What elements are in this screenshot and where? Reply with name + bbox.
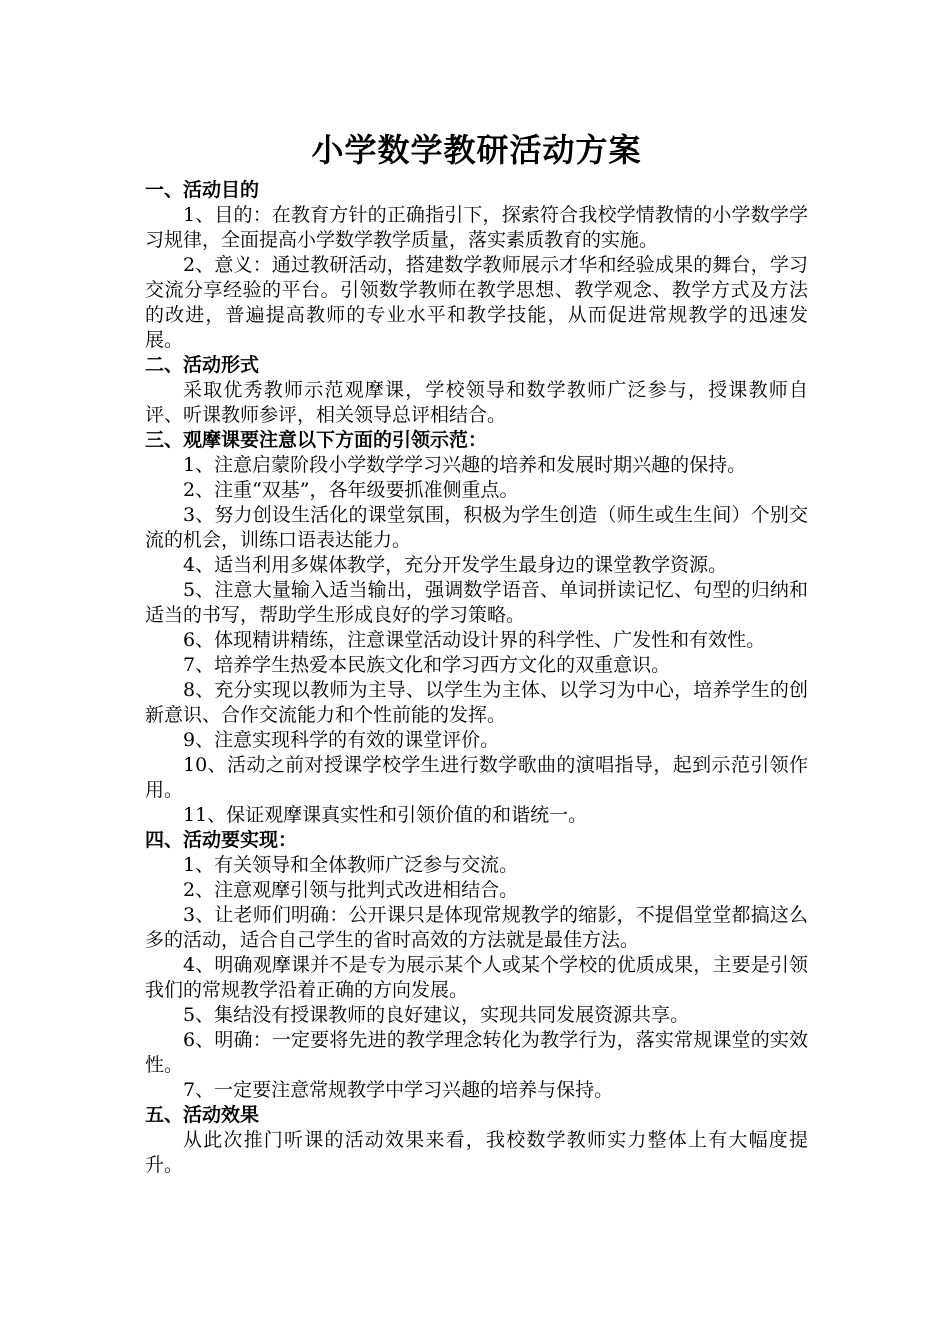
paragraph: 1、注意启蒙阶段小学数学学习兴趣的培养和发展时期兴趣的保持。	[183, 454, 747, 476]
paragraph: 从此次推门听课的活动效果来看，我校数学教师实力整体上有大幅度提升。	[145, 1129, 808, 1176]
section-heading: 四、活动要实现：	[145, 829, 298, 851]
paragraph: 9、注意实现科学的有效的课堂评价。	[183, 729, 500, 751]
paragraph: 采取优秀教师示范观摩课，学校领导和数学教师广泛参与，授课教师自评、听课教师参评，相关领导总评相结合。	[145, 379, 808, 426]
paragraph: 1、目的：在教育方针的正确指引下，探索符合我校学情教情的小学数学学习规律，全面提高小学数学教学质量，落实素质教育的实施。	[145, 204, 808, 251]
paragraph: 2、注重“双基”，各年级要抓准侧重点。	[183, 479, 519, 501]
paragraph: 7、培养学生热爱本民族文化和学习西方文化的双重意识。	[183, 654, 671, 676]
paragraph: 6、体现精讲精练，注意课堂活动设计界的科学性、广发性和有效性。	[183, 629, 766, 651]
paragraph: 4、适当利用多媒体教学，充分开发学生最身边的课堂教学资源。	[183, 554, 728, 576]
section-heading: 一、活动目的	[145, 179, 260, 201]
section-heading: 五、活动效果	[145, 1104, 260, 1126]
document-title: 小学数学教研活动方案	[311, 131, 642, 169]
paragraph: 1、有关领导和全体教师广泛参与交流。	[183, 854, 519, 876]
paragraph: 6、明确：一定要将先进的教学理念转化为教学行为，落实常规课堂的实效性。	[145, 1029, 808, 1076]
section-heading: 二、活动形式	[145, 354, 260, 376]
document-page	[145, 128, 808, 1178]
document-body	[145, 178, 808, 1178]
paragraph: 8、充分实现以教师为主导、以学生为主体、以学习为中心，培养学生的创新意识、合作交流能力和个性前能的发挥。	[145, 679, 808, 726]
paragraph: 10、活动之前对授课学校学生进行数学歌曲的演唱指导，起到示范引领作用。	[145, 754, 808, 801]
paragraph: 11、保证观摩课真实性和引领价值的和谐统一。	[183, 804, 588, 826]
paragraph: 3、让老师们明确：公开课只是体现常规教学的缩影，不提倡堂堂都搞这么多的活动，适合自己学生的省时高效的方法就是最佳方法。	[145, 904, 808, 951]
section-heading: 三、观摩课要注意以下方面的引领示范：	[145, 429, 488, 451]
paragraph: 7、一定要注意常规教学中学习兴趣的培养与保持。	[183, 1079, 614, 1101]
paragraph: 3、努力创设生活化的课堂氛围，积极为学生创造（师生或生生间）个别交流的机会，训练口语表达能力。	[145, 504, 808, 551]
paragraph: 5、集结没有授课教师的良好建议，实现共同发展资源共享。	[183, 1004, 690, 1026]
paragraph: 2、注意观摩引领与批判式改进相结合。	[183, 879, 519, 901]
paragraph: 2、意义：通过教研活动，搭建数学教师展示才华和经验成果的舞台，学习交流分享经验的平台。引领数学教师在教学思想、教学观念、教学方式及方法的改进，普遍提高教师的专业水平和教学技能，从而促进常规教学的迅速发展。	[145, 254, 808, 351]
paragraph: 5、注意大量输入适当输出，强调数学语音、单词拼读记忆、句型的归纳和适当的书写，帮助学生形成良好的学习策略。	[145, 579, 808, 626]
paragraph: 4、明确观摩课并不是专为展示某个人或某个学校的优质成果，主要是引领我们的常规教学沿着正确的方向发展。	[145, 954, 808, 1001]
